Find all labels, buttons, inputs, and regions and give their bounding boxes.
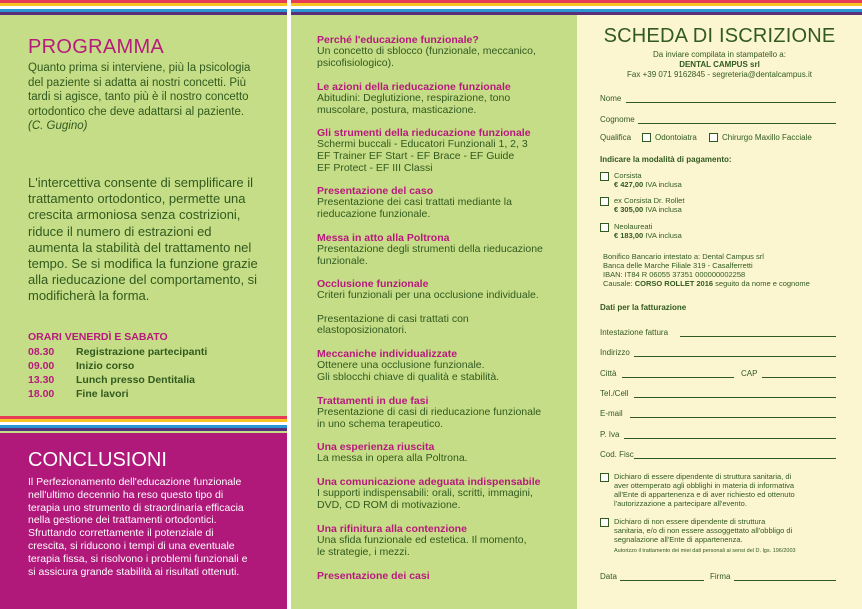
- payment-vat: IVA inclusa: [645, 231, 682, 240]
- cognome-label: Cognome: [600, 115, 635, 124]
- causale-code: CORSO ROLLET 2016: [634, 279, 714, 288]
- causale-prefix: Causale:: [603, 279, 633, 288]
- section-line: Presentazione degli strumenti della rieducazione: [317, 243, 543, 255]
- section-line: funzionale.: [317, 254, 368, 267]
- quote-line: del paziente si adatta ai nostri concetti. Più: [28, 76, 246, 89]
- section-title: Meccaniche individualizzate: [317, 348, 458, 360]
- payment-option: [614, 222, 682, 240]
- codfisc-field[interactable]: [634, 458, 836, 459]
- color-stripes-top-right: [577, 0, 862, 15]
- form-title: SCHEDA DI ISCRIZIONE: [603, 25, 836, 47]
- intro-paragraph: [28, 175, 278, 305]
- declaration-employee-checkbox[interactable]: [600, 473, 609, 482]
- billing-heading: Dati per la fatturazione: [600, 303, 687, 312]
- section-line: rieducazione funzionale.: [317, 207, 431, 220]
- section-line: EF Protect - EF III Classi: [317, 161, 433, 174]
- schedule-time: 09.00: [28, 360, 55, 372]
- section-line: Criteri funzionali per una occlusione individuale.: [317, 289, 539, 301]
- section-body: [317, 453, 572, 465]
- section-line: muscolare, postura, masticazione.: [317, 103, 477, 116]
- payment-price: € 183,00: [614, 231, 644, 240]
- section-title: Trattamenti in due fasi: [317, 395, 429, 407]
- section-title: Una rifinitura alla contenzione: [317, 523, 467, 535]
- section-line: Una sfida funzionale ed estetica. Il momento,: [317, 534, 527, 546]
- section-line: Un concetto di sblocco (funzionale, meccanico,: [317, 45, 536, 57]
- color-stripes-mid: [0, 416, 287, 431]
- cap-label: CAP: [741, 369, 758, 378]
- section-title: Occlusione funzionale: [317, 278, 429, 290]
- bank-details: [603, 252, 858, 288]
- piva-label: P. Iva: [600, 430, 620, 439]
- declaration-non-employee-text: [614, 517, 839, 544]
- intestazione-field[interactable]: [680, 336, 836, 337]
- section-body: [317, 139, 572, 174]
- payment-price: € 427,00: [614, 180, 644, 189]
- payment-price: € 305,00: [614, 205, 644, 214]
- schedule-label: Fine lavori: [76, 388, 129, 400]
- conclusion-line: terapia fissa, si risolvono i problemi funzionali e: [28, 552, 248, 565]
- conclusion-line: nell'ultimo decennio ha reso questo tipo di: [28, 488, 224, 501]
- section-title: Una comunicazione adeguata indispensabile: [317, 476, 541, 488]
- program-heading: PROGRAMMA: [28, 36, 165, 58]
- section-line: Gli sblocchi chiave di qualità e stabilità.: [317, 370, 500, 383]
- form-send-to: Da inviare compilata in stampatello a:: [653, 50, 786, 59]
- declaration-line: sanitaria, e/o di non essere assoggettato all'obbligo di: [614, 526, 793, 535]
- payment-name: Corsista: [614, 171, 642, 180]
- section-line: le strategie, i mezzi.: [317, 545, 410, 558]
- section-title: Presentazione dei casi: [317, 570, 430, 582]
- nome-label: Nome: [600, 94, 622, 103]
- intro-line: crescita armoniosa senza costrizioni,: [28, 207, 241, 223]
- intro-line: L'intercettiva consente di semplificare il: [28, 175, 254, 190]
- schedule-heading: ORARI VENERDÌ E SABATO: [28, 331, 168, 343]
- section-line: DVD, CD ROM di motivazione.: [317, 498, 461, 511]
- intro-line: trattamento ortodontico, permette una: [28, 191, 246, 207]
- conclusion-heading: CONCLUSIONI: [28, 449, 167, 471]
- quote-line: Quanto prima si interviene, più la psicologia: [28, 62, 251, 74]
- payment-option: [614, 196, 684, 214]
- firma-field[interactable]: [734, 580, 836, 581]
- payment-name: Neolaureati: [614, 222, 653, 231]
- tel-field[interactable]: [634, 397, 836, 398]
- declaration-line: Dichiaro di non essere dipendente di struttura: [614, 517, 766, 526]
- quote-line: tardi si agisce, tanto più è il nostro concetto: [28, 91, 249, 103]
- quote-line: ortodontico che deve adattarsi al paziente.: [28, 105, 245, 118]
- chirurgo-checkbox[interactable]: [709, 133, 718, 142]
- section-body: [317, 46, 572, 70]
- declaration-line: segnalazione all'Ente di appartenenza.: [614, 535, 743, 544]
- payment-checkbox-ex-corsista[interactable]: [600, 197, 609, 206]
- conclusion-line: si assicura grande stabilità ai risultati ottenuti.: [28, 565, 240, 578]
- qualifica-label: Qualifica: [600, 133, 632, 142]
- cap-field[interactable]: [762, 377, 836, 378]
- section-title: Perché l'educazione funzionale?: [317, 34, 479, 46]
- section-line: Schermi buccali - Educatori Funzionali 1, 2, 3: [317, 138, 528, 150]
- section-line: elastoposizionatori.: [317, 324, 407, 337]
- section-line: La messa in opera alla Poltrona.: [317, 452, 468, 464]
- section-title: Gli strumenti della rieducazione funzionale: [317, 127, 531, 139]
- payment-vat: IVA inclusa: [645, 205, 682, 214]
- conclusion-text: [28, 476, 278, 578]
- intro-line: aumenta la stabilità del trattamento nel: [28, 239, 252, 255]
- section-spacer: [317, 302, 572, 314]
- payment-checkbox-corsista[interactable]: [600, 172, 609, 181]
- schedule-label: Lunch presso Dentitalia: [76, 374, 196, 386]
- declaration-line: l'autorizzazione a partecipare all'evento.: [614, 499, 747, 508]
- causale-suffix: seguito da nome e cognome: [715, 279, 810, 288]
- color-stripes-top-center: [291, 0, 577, 15]
- section-body: [317, 244, 572, 268]
- section-body: [317, 290, 572, 337]
- email-label: E-mail: [600, 409, 623, 418]
- section-line: Presentazione di casi trattati con: [317, 312, 469, 325]
- payment-option: [614, 171, 682, 189]
- payment-heading: Indicare la modalità di pagamento:: [600, 155, 732, 164]
- section-title: Una esperienza riuscita: [317, 441, 435, 453]
- payment-name: ex Corsista Dr. Rollet: [614, 196, 685, 205]
- schedule-row: [28, 346, 207, 358]
- data-field[interactable]: [620, 580, 704, 581]
- section-body: [317, 488, 572, 512]
- schedule-time: 18.00: [28, 388, 55, 400]
- declaration-line: Dichiaro di essere dipendente di struttura sanitaria, di: [614, 472, 792, 481]
- color-stripes-top: [0, 0, 287, 15]
- piva-field[interactable]: [624, 438, 836, 439]
- citta-field[interactable]: [622, 377, 734, 378]
- conclusion-line: crescita, si riducono i tempi di una eventuale: [28, 539, 235, 552]
- section-title: Presentazione del caso: [317, 185, 434, 197]
- form-contact: Fax +39 071 9162845 - segreteria@dentalcampus.it: [627, 70, 812, 79]
- section-body: [317, 407, 572, 431]
- schedule-row: [28, 374, 195, 386]
- conclusion-line: terapia uno strumento di straordinaria efficacia: [28, 501, 244, 514]
- schedule-time: 13.30: [28, 374, 55, 386]
- section-line: EF Trainer EF Start - EF Brace - EF Guide: [317, 149, 515, 162]
- odontoiatra-label: Odontoiatra: [655, 133, 697, 142]
- schedule-label: Inizio corso: [76, 360, 135, 372]
- bank-line: IBAN: IT84 R 06055 37351 000000002258: [603, 270, 746, 279]
- declaration-employee-text: [614, 472, 839, 508]
- section-line: Presentazione dei casi trattati mediante la: [317, 196, 512, 208]
- conclusion-line: Sfruttando correttamente il potenziale di: [28, 527, 214, 540]
- data-label: Data: [600, 572, 617, 581]
- schedule-label: Registrazione partecipanti: [76, 346, 208, 358]
- declaration-line: aver ottemperato agli obblighi in materia di informativa: [614, 481, 795, 490]
- bank-line: Banca delle Marche Filiale 319 - Casalferretti: [603, 261, 753, 270]
- tel-label: Tel./Cell: [600, 389, 629, 398]
- section-line: psicofisiologico).: [317, 56, 395, 69]
- indirizzo-field[interactable]: [634, 356, 836, 357]
- section-line: Abitudini: Deglutizione, respirazione, tono: [317, 92, 511, 104]
- privacy-consent: Autorizzo il trattamento dei miei dati personali ai sensi del D. lgs. 196/2003: [614, 548, 796, 554]
- indirizzo-label: Indirizzo: [600, 348, 630, 357]
- section-line: I supporti indispensabili: orali, scritti, immagini,: [317, 487, 533, 499]
- section-body: [317, 197, 572, 221]
- section-line: in uno schema terapeutico.: [317, 417, 444, 430]
- intro-line: modificherà la forma.: [28, 288, 150, 304]
- schedule-row: [28, 388, 129, 400]
- quote-author: (C. Gugino): [28, 120, 88, 132]
- citta-label: Città: [600, 369, 617, 378]
- conclusion-line: Il Perfezionamento dell'educazione funzionale: [28, 476, 242, 488]
- section-title: Le azioni della rieducazione funzionale: [317, 81, 511, 93]
- chirurgo-label: Chirurgo Maxillo Facciale: [722, 133, 812, 142]
- payment-checkbox-neolaureati[interactable]: [600, 223, 609, 232]
- intestazione-label: Intestazione fattura: [600, 328, 669, 337]
- section-line: Presentazione di casi di rieducazione funzionale: [317, 406, 542, 418]
- section-line: Ottenere una occlusione funzionale.: [317, 359, 485, 371]
- nome-field[interactable]: [626, 102, 836, 103]
- section-body: [317, 93, 572, 117]
- conclusion-line: nella gestione dei trattamenti ortodontici.: [28, 514, 217, 527]
- schedule-time: 08.30: [28, 346, 55, 358]
- section-body: [317, 535, 572, 559]
- email-field[interactable]: [630, 417, 836, 418]
- intro-line: tempo. Se si modifica la funzione grazie: [28, 256, 258, 272]
- declaration-non-employee-checkbox[interactable]: [600, 518, 609, 527]
- odontoiatra-checkbox[interactable]: [642, 133, 651, 142]
- quote-text: [28, 61, 278, 134]
- intro-line: riduce il numero di estrazioni ed: [28, 223, 212, 239]
- section-title: Messa in atto alla Poltrona: [317, 232, 450, 244]
- intro-line: alla rieducazione del comportamento, si: [28, 272, 258, 288]
- declaration-line: all'Ente di appartenenza e di aver richiesto ed ottenuto: [614, 490, 795, 499]
- bank-line: Bonifico Bancario intestato a: Dental Campus srl: [603, 252, 764, 261]
- cognome-field[interactable]: [638, 123, 836, 124]
- schedule-row: [28, 360, 134, 372]
- firma-label: Firma: [710, 572, 731, 581]
- section-body: [317, 360, 572, 384]
- form-company: DENTAL CAMPUS srl: [679, 60, 760, 69]
- payment-vat: IVA inclusa: [645, 180, 682, 189]
- codfisc-label: Cod. Fisc: [600, 450, 634, 459]
